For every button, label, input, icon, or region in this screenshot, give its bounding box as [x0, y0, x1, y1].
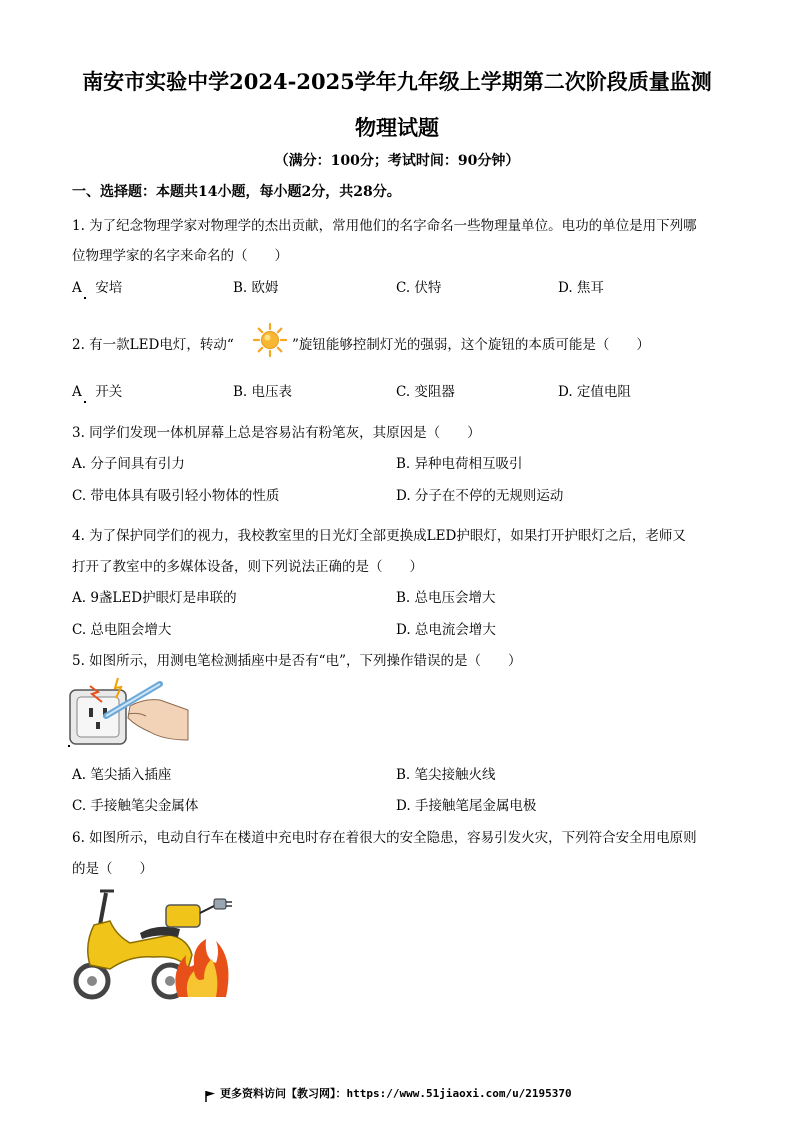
flag-icon	[204, 1087, 216, 1099]
question-4-option-a: A. 9盏LED护眼灯是串联的	[72, 590, 237, 606]
question-5-line-1: 5. 如图所示，用测电笔检测插座中是否有“电”，下列操作错误的是（ ）	[72, 653, 522, 669]
question-3-option-a: A. 分子间具有引力	[72, 456, 185, 472]
question-4-line-1: 4. 为了保护同学们的视力，我校教室里的日光灯全部更换成LED护眼灯，如果打开护眼灯之后，老师又	[72, 528, 686, 544]
question-5-option-d: D. 手接触笔尾金属电极	[396, 798, 537, 814]
question-5-option-b: B. 笔尖接触火线	[396, 767, 496, 783]
question-2-option-c: C. 变阻器	[396, 384, 455, 400]
sun-knob-icon	[252, 322, 288, 358]
question-1-line-1: 1. 为了纪念物理学家对物理学的杰出贡献，常用他们的名字命名一些物理量单位。电功的单位是用下列哪	[72, 218, 697, 234]
question-6-line-1: 6. 如图所示，电动自行车在楼道中充电时存在着很大的安全隐患，容易引发火灾，下列符合安全用电原则	[72, 830, 697, 846]
question-3-option-b: B. 异种电荷相互吸引	[396, 456, 523, 472]
page-subtitle: 物理试题	[355, 115, 439, 140]
question-2-option-b: B. 电压表	[233, 384, 293, 400]
footer-link[interactable]: 更多资料访问【教习网】：https://www.51jiaoxi.com/u/2195370	[220, 1087, 572, 1100]
question-1-option-b: B. 欧姆	[233, 280, 279, 296]
question-4-option-c: C. 总电阻会增大	[72, 622, 172, 638]
question-4-line-2: 打开了教室中的多媒体设备，则下列说法正确的是（ ）	[72, 559, 423, 575]
question-1-option-a: A 安培	[72, 280, 123, 296]
question-2-text-a: 2. 有一款LED电灯，转动“	[72, 337, 234, 353]
question-1-option-d: D. 焦耳	[558, 280, 604, 296]
section-heading: 一、选择题：本题共14小题，每小题2分，共28分。	[72, 184, 401, 200]
question-1-option-c: C. 伏特	[396, 280, 442, 296]
test-pen-socket-figure	[68, 676, 192, 748]
exam-info: （满分：100分；考试时间：90分钟）	[274, 153, 520, 169]
question-2-text-b: ”旋钮能够控制灯光的强弱，这个旋钮的本质可能是（ ）	[292, 337, 650, 353]
question-3-option-d: D. 分子在不停的无规则运动	[396, 488, 564, 504]
question-3-option-c: C. 带电体具有吸引轻小物体的性质	[72, 488, 280, 504]
page-title: 南安市实验中学2024-2025学年九年级上学期第二次阶段质量监测	[82, 69, 712, 94]
scooter-fire-figure	[70, 885, 236, 1003]
question-3-line-1: 3. 同学们发现一体机屏幕上总是容易沾有粉笔灰，其原因是（ ）	[72, 425, 481, 441]
question-2-option-a: A 开关	[72, 384, 123, 400]
question-5-option-c: C. 手接触笔尖金属体	[72, 798, 199, 814]
question-4-option-b: B. 总电压会增大	[396, 590, 496, 606]
figure-dot	[68, 745, 70, 747]
option-dot	[84, 401, 86, 403]
question-2-option-d: D. 定值电阻	[558, 384, 631, 400]
question-6-line-2: 的是（ ）	[72, 861, 153, 877]
question-4-option-d: D. 总电流会增大	[396, 622, 496, 638]
option-dot	[84, 297, 86, 299]
question-5-option-a: A. 笔尖插入插座	[72, 767, 172, 783]
question-1-line-2: 位物理学家的名字来命名的（ ）	[72, 248, 288, 264]
